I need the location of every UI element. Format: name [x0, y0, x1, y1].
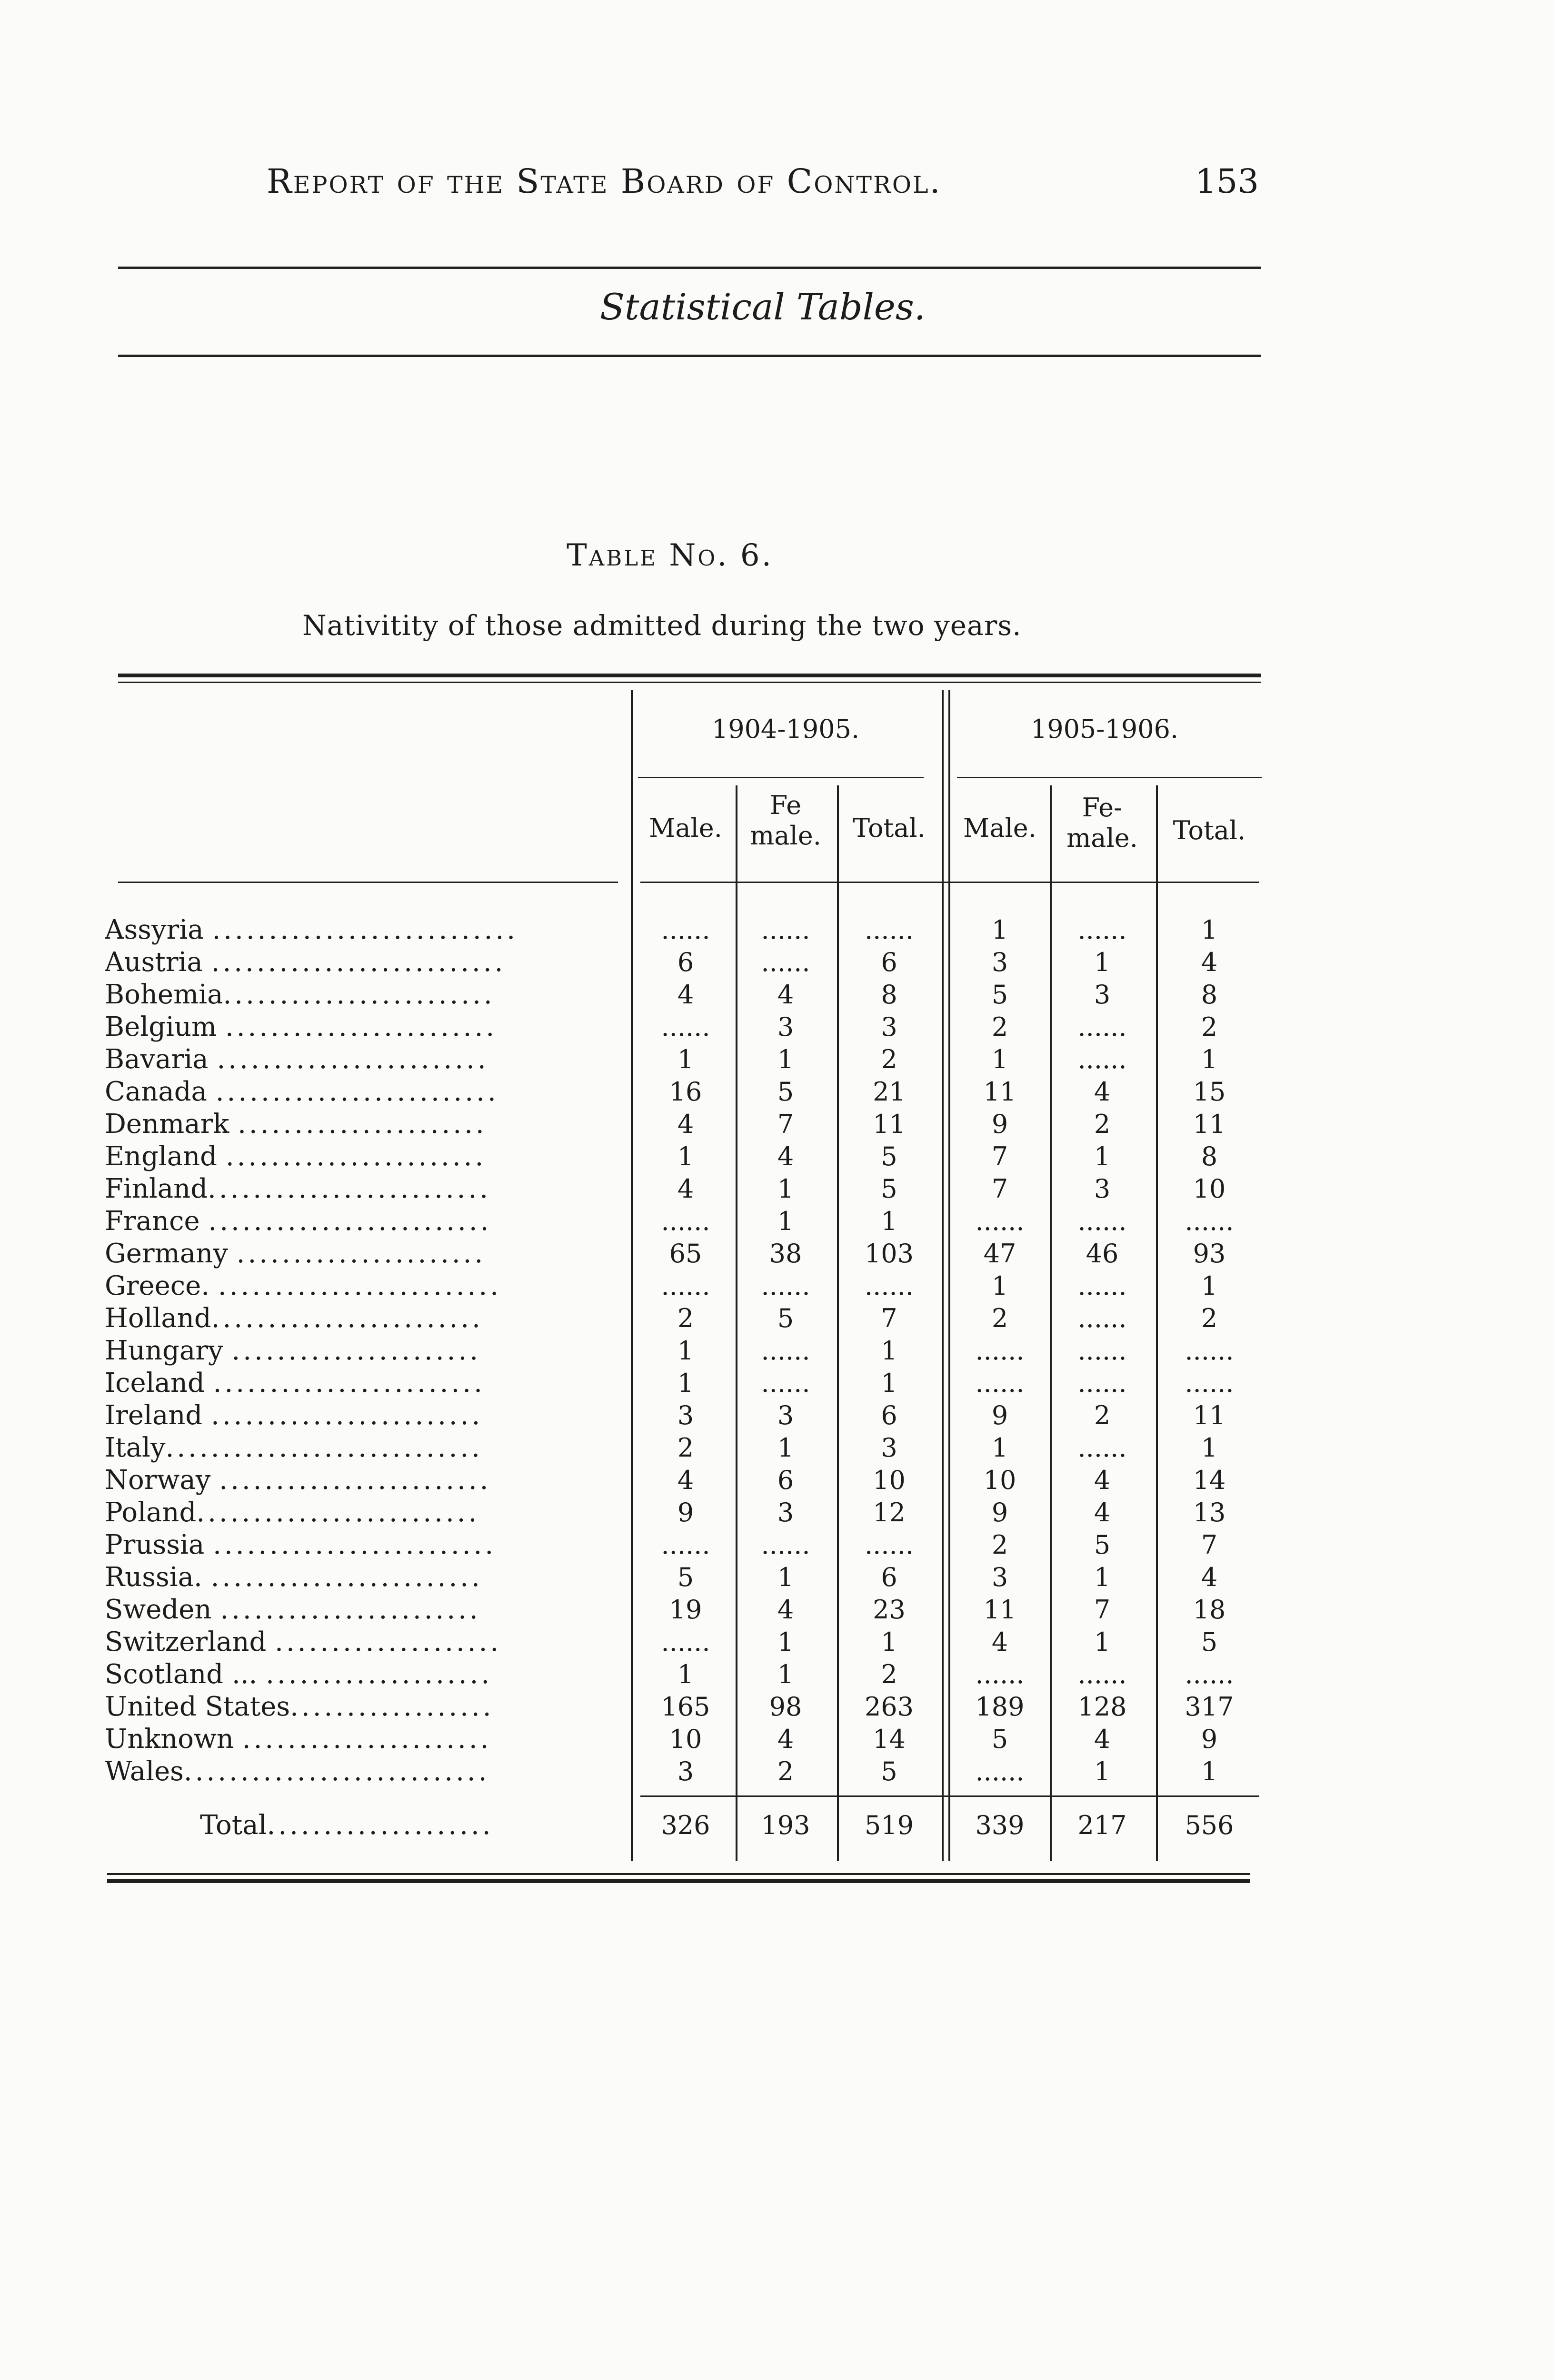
cell: 1: [881, 1336, 897, 1366]
cell: ......: [1185, 1659, 1234, 1689]
period-rule-2: [957, 777, 1262, 778]
cell: ......: [661, 1271, 710, 1301]
col-head-female-1904: Fe male.: [750, 790, 821, 851]
cell: 5: [777, 1077, 794, 1107]
cell: 47: [983, 1239, 1016, 1269]
cell: 1: [991, 1271, 1008, 1301]
row-label: Holland: [105, 1303, 211, 1334]
cell: 7: [881, 1303, 897, 1333]
total-cell: 519: [864, 1810, 914, 1840]
table-row-austria: Austria .......................... 6 ...... 6 3 1 4: [0, 946, 1554, 979]
cell: ......: [1077, 1368, 1127, 1398]
cell: ......: [761, 947, 810, 977]
row-label: Greece: [105, 1270, 201, 1301]
cell: 3: [881, 1433, 897, 1463]
cell: 103: [864, 1239, 914, 1269]
cell: 11: [983, 1077, 1016, 1107]
cell: 1: [1201, 1756, 1218, 1786]
total-cell: 339: [975, 1810, 1025, 1840]
cell: 6: [881, 947, 897, 977]
row-label: Wales: [105, 1756, 184, 1787]
row-label: Russia: [105, 1562, 194, 1593]
cell: 11: [1193, 1400, 1226, 1430]
cell: 1: [777, 1433, 794, 1463]
cell: 10: [873, 1465, 906, 1495]
row-label: Italy: [105, 1432, 166, 1463]
table-row-bohemia: Bohemia........................ 4 4 8 5 3 8: [0, 979, 1554, 1011]
cell: 9: [677, 1497, 694, 1527]
cell: 2: [991, 1303, 1008, 1333]
total-cell: 326: [661, 1810, 710, 1840]
row-label: Hungary: [105, 1335, 223, 1366]
section-subtitle: Statistical Tables.: [599, 286, 926, 328]
cell: 1: [777, 1627, 794, 1657]
cell: ......: [975, 1336, 1025, 1366]
cell: ......: [865, 1530, 914, 1560]
period-rule-1: [638, 777, 924, 778]
row-label: Assyria: [105, 914, 204, 945]
total-label: Total: [200, 1810, 267, 1841]
cell: ......: [761, 1271, 810, 1301]
cell: 128: [1077, 1692, 1127, 1722]
row-label: Prussia: [105, 1529, 205, 1560]
table-row-germany: Germany ...................... 65 38 103 47 46 93: [0, 1238, 1554, 1270]
total-rule: [640, 1795, 1259, 1797]
cell: 11: [983, 1595, 1016, 1625]
cell: 4: [677, 1174, 694, 1204]
cell: 7: [777, 1109, 794, 1139]
cell: 4: [1094, 1497, 1111, 1527]
cell: 2: [1201, 1303, 1218, 1333]
cell: 3: [677, 1756, 694, 1786]
cell: 3: [777, 1497, 794, 1527]
cell: 19: [669, 1595, 702, 1625]
cell: 2: [991, 1012, 1008, 1042]
cell: 5: [881, 1174, 897, 1204]
cell: 1: [1201, 1044, 1218, 1074]
period-label-1905: 1905-1906.: [1030, 714, 1179, 744]
cell: 9: [991, 1400, 1008, 1430]
table-row-greece: Greece. ......................... ...... ...... ...... 1 ...... 1: [0, 1270, 1554, 1302]
cell: ......: [761, 1336, 810, 1366]
cell: ......: [865, 1271, 914, 1301]
row-label: Sweden: [105, 1594, 212, 1625]
cell: 4: [1201, 1562, 1218, 1592]
row-label: Denmark: [105, 1109, 229, 1140]
cell: 7: [991, 1141, 1008, 1171]
cell: 5: [777, 1303, 794, 1333]
cell: 93: [1193, 1239, 1226, 1269]
table-row-denmark: Denmark ...................... 4 7 11 9 2 11: [0, 1108, 1554, 1140]
cell: 13: [1193, 1497, 1226, 1527]
cell: 1: [1094, 1756, 1111, 1786]
cell: 1: [677, 1659, 694, 1689]
cell: 2: [777, 1756, 794, 1786]
table-row-prussia: Prussia ......................... ...... ...... ...... 2 5 7: [0, 1529, 1554, 1561]
cell: 10: [669, 1724, 702, 1754]
table-row-italy: Italy............................ 2 1 3 1 ...... 1: [0, 1432, 1554, 1464]
cell: ......: [661, 1627, 710, 1657]
cell: 5: [677, 1562, 694, 1592]
cell: 1: [777, 1044, 794, 1074]
total-cell: 217: [1077, 1810, 1127, 1840]
cell: 12: [873, 1497, 906, 1527]
cell: 5: [881, 1141, 897, 1171]
cell: 2: [677, 1303, 694, 1333]
cell: 14: [873, 1724, 906, 1754]
table-row-norway: Norway ........................ 4 6 10 10 4 14: [0, 1464, 1554, 1497]
cell: 14: [1193, 1465, 1226, 1495]
col-head-total-1905: Total.: [1173, 815, 1246, 845]
total-cell: 193: [761, 1810, 810, 1840]
cell: 3: [991, 947, 1008, 977]
cell: 21: [873, 1077, 906, 1107]
row-label: Finland: [105, 1173, 208, 1204]
table-heading: Table No. 6.: [567, 538, 773, 573]
cell: 1: [677, 1141, 694, 1171]
cell: 7: [991, 1174, 1008, 1204]
total-cell: 556: [1185, 1810, 1234, 1840]
cell: ......: [975, 1756, 1025, 1786]
cell: ......: [975, 1206, 1025, 1236]
cell: 4: [991, 1627, 1008, 1657]
cell: 2: [1201, 1012, 1218, 1042]
cell: 65: [669, 1239, 702, 1269]
cell: ......: [1077, 1433, 1127, 1463]
table-row-iceland: Iceland ........................ 1 ...... 1 ...... ...... ......: [0, 1367, 1554, 1399]
row-label: Switzerland: [105, 1626, 267, 1657]
cell: 1: [881, 1368, 897, 1398]
row-label: France: [105, 1206, 200, 1237]
cell: 38: [769, 1239, 802, 1269]
cell: 11: [1193, 1109, 1226, 1139]
table-row-ireland: Ireland ........................ 3 3 6 9 2 11: [0, 1399, 1554, 1432]
cell: 16: [669, 1077, 702, 1107]
table-row-unknown: Unknown ...................... 10 4 14 5 4 9: [0, 1723, 1554, 1755]
cell: ......: [1077, 1044, 1127, 1074]
cell: ......: [761, 915, 810, 945]
cell: 1: [991, 1044, 1008, 1074]
cell: 3: [777, 1400, 794, 1430]
cell: ......: [1077, 1012, 1127, 1042]
cell: 165: [661, 1692, 710, 1722]
row-label: Scotland: [105, 1659, 224, 1690]
row-label: Bavaria: [105, 1044, 209, 1075]
cell: ......: [661, 1206, 710, 1236]
table-top-rule-thin: [118, 682, 1261, 683]
table-caption: Nativitity of those admitted during the two years.: [302, 609, 1022, 642]
cell: 3: [1094, 1174, 1111, 1204]
cell: 2: [991, 1530, 1008, 1560]
cell: 7: [1094, 1595, 1111, 1625]
cell: ......: [1077, 1271, 1127, 1301]
cell: 3: [677, 1400, 694, 1430]
cell: 5: [1094, 1530, 1111, 1560]
cell: 15: [1193, 1077, 1226, 1107]
row-label: Norway: [105, 1465, 211, 1496]
cell: ......: [1077, 915, 1127, 945]
cell: 2: [677, 1433, 694, 1463]
cell: 2: [1094, 1400, 1111, 1430]
cell: 5: [991, 1724, 1008, 1754]
table-bottom-rule-thin: [107, 1873, 1250, 1875]
row-label: Ireland: [105, 1400, 203, 1431]
cell: 189: [975, 1692, 1025, 1722]
table-bottom-rule-thick: [107, 1879, 1250, 1883]
cell: 1: [1094, 1562, 1111, 1592]
cell: 1: [677, 1044, 694, 1074]
table-row-assyria: Assyria ........................... ...... ...... ...... 1 ...... 1: [0, 914, 1554, 946]
cell: 3: [991, 1562, 1008, 1592]
cell: 3: [881, 1012, 897, 1042]
cell: 5: [1201, 1627, 1218, 1657]
table-row-england: England ....................... 1 4 5 7 1 8: [0, 1140, 1554, 1173]
cell: ......: [865, 915, 914, 945]
table-row-scotland: Scotland ... .................... 1 1 2 ...... ...... ......: [0, 1658, 1554, 1691]
col-head-female-1905: Fe- male.: [1066, 793, 1138, 853]
cell: ......: [761, 1368, 810, 1398]
table-row-united-states: United States.................. 165 98 263 189 128 317: [0, 1691, 1554, 1723]
cell: 1: [677, 1368, 694, 1398]
row-label: Iceland: [105, 1368, 205, 1398]
table-row-canada: Canada ......................... 16 5 21 11 4 15: [0, 1076, 1554, 1108]
cell: 5: [991, 980, 1008, 1010]
cell: 6: [881, 1562, 897, 1592]
row-label: Belgium: [105, 1012, 217, 1042]
cell: 7: [1201, 1530, 1218, 1560]
cell: 8: [1201, 1141, 1218, 1171]
cell: 263: [864, 1692, 914, 1722]
cell: 1: [1094, 1141, 1111, 1171]
row-label: England: [105, 1141, 218, 1172]
col-head-total-1904: Total.: [853, 813, 926, 843]
cell: ......: [661, 1012, 710, 1042]
cell: 9: [991, 1109, 1008, 1139]
cell: 4: [1094, 1077, 1111, 1107]
cell: 6: [881, 1400, 897, 1430]
cell: ......: [1185, 1206, 1234, 1236]
cell: 46: [1086, 1239, 1119, 1269]
cell: 4: [1094, 1724, 1111, 1754]
cell: ......: [1077, 1659, 1127, 1689]
cell: 2: [1094, 1109, 1111, 1139]
cell: 1: [1094, 1627, 1111, 1657]
cell: 6: [777, 1465, 794, 1495]
table-row-switzerland: Switzerland .................... ...... 1 1 4 1 5: [0, 1626, 1554, 1658]
cell: 5: [881, 1756, 897, 1786]
row-label: Poland: [105, 1497, 197, 1528]
row-label: Austria: [105, 947, 203, 978]
cell: 11: [873, 1109, 906, 1139]
cell: 23: [873, 1595, 906, 1625]
cell: 3: [777, 1012, 794, 1042]
cell: 1: [1094, 947, 1111, 977]
cell: 4: [1094, 1465, 1111, 1495]
cell: 98: [769, 1692, 802, 1722]
row-label: Unknown: [105, 1724, 234, 1755]
cell: 6: [677, 947, 694, 977]
cell: 1: [777, 1174, 794, 1204]
cell: ......: [1077, 1303, 1127, 1333]
col-head-male-1904: Male.: [649, 813, 722, 843]
cell: 18: [1193, 1595, 1226, 1625]
cell: ......: [661, 1530, 710, 1560]
table-top-rule-thick: [118, 674, 1261, 677]
cell: 317: [1185, 1692, 1234, 1722]
cell: 9: [1201, 1724, 1218, 1754]
cell: 10: [1193, 1174, 1226, 1204]
cell: 4: [677, 1109, 694, 1139]
page-number: 153: [1195, 162, 1259, 201]
cell: 1: [991, 1433, 1008, 1463]
period-label-1904: 1904-1905.: [711, 714, 860, 744]
running-header-title: Report of the State Board of Control.: [267, 162, 942, 201]
table-row-russia: Russia. ........................ 5 1 6 3 1 4: [0, 1561, 1554, 1594]
row-label: Bohemia: [105, 979, 223, 1010]
cell: ......: [975, 1659, 1025, 1689]
table-row-holland: Holland........................ 2 5 7 2 ...... 2: [0, 1302, 1554, 1335]
table-row-bavaria: Bavaria ........................ 1 1 2 1 ...... 1: [0, 1043, 1554, 1076]
table-row-finland: Finland......................... 4 1 5 7 3 10: [0, 1173, 1554, 1205]
row-label: Germany: [105, 1238, 228, 1269]
cell: 1: [1201, 1271, 1218, 1301]
cell: ......: [975, 1368, 1025, 1398]
table-row-sweden: Sweden ....................... 19 4 23 11 7 18: [0, 1594, 1554, 1626]
cell: 1: [881, 1627, 897, 1657]
cell: 3: [1094, 980, 1111, 1010]
stub-head-rule: [118, 882, 618, 883]
cell: 4: [777, 980, 794, 1010]
cell: 4: [777, 1595, 794, 1625]
table-row-wales: Wales........................... 3 2 5 ...... 1 1: [0, 1755, 1554, 1788]
cell: 1: [777, 1659, 794, 1689]
cell: 1: [777, 1206, 794, 1236]
cell: 4: [677, 1465, 694, 1495]
cell: 2: [881, 1659, 897, 1689]
cell: 8: [881, 980, 897, 1010]
cell: ......: [1185, 1368, 1234, 1398]
cell: 1: [1201, 915, 1218, 945]
cell: 4: [677, 980, 694, 1010]
table-row-total: Total.................... 326 193 519 339 217 556: [0, 1806, 1554, 1844]
cell: ......: [761, 1530, 810, 1560]
cell: 1: [991, 915, 1008, 945]
cell: 2: [881, 1044, 897, 1074]
cell: 1: [677, 1336, 694, 1366]
table-row-poland: Poland......................... 9 3 12 9 4 13: [0, 1497, 1554, 1529]
cell: ......: [1185, 1336, 1234, 1366]
row-label: Canada: [105, 1076, 207, 1107]
cell: ......: [661, 915, 710, 945]
cell: 1: [777, 1562, 794, 1592]
col-head-male-1905: Male.: [963, 813, 1036, 843]
table-row-hungary: Hungary ...................... 1 ...... 1 ...... ...... ......: [0, 1335, 1554, 1367]
cell: 4: [777, 1724, 794, 1754]
cell: 4: [1201, 947, 1218, 977]
cell: 4: [777, 1141, 794, 1171]
table-row-belgium: Belgium ........................ ...... 3 3 2 ...... 2: [0, 1011, 1554, 1043]
cell: ......: [1077, 1336, 1127, 1366]
table-row-france: France ......................... ...... 1 1 ...... ...... ......: [0, 1205, 1554, 1238]
cell: 8: [1201, 980, 1218, 1010]
cell: 10: [983, 1465, 1016, 1495]
cell: 1: [881, 1206, 897, 1236]
row-label: United States: [105, 1691, 290, 1722]
cell: 9: [991, 1497, 1008, 1527]
cell: 1: [1201, 1433, 1218, 1463]
cell: ......: [1077, 1206, 1127, 1236]
